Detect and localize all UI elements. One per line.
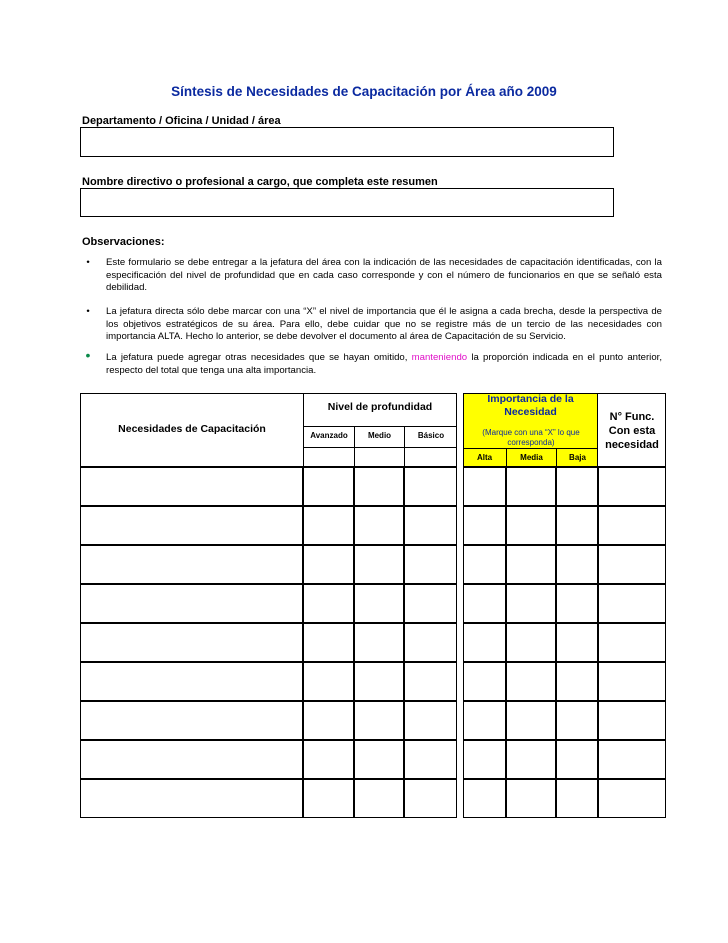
depth-basic-cell[interactable] (404, 662, 457, 701)
func-count-cell[interactable] (598, 467, 666, 506)
depth-medium-cell[interactable] (354, 584, 404, 623)
importance-low-cell[interactable] (556, 662, 598, 701)
importance-medium-cell[interactable] (506, 545, 556, 584)
importance-medium-cell[interactable] (506, 701, 556, 740)
importance-medium-label: Media (520, 453, 543, 462)
importance-medium-cell[interactable] (506, 662, 556, 701)
observation-text: La jefatura directa sólo debe marcar con una “X” el nivel de importancia que él le asigna a cada brecha, desde la perspectiva de los objetivos estratégicos de su área. Para ello, debe cuidar que no se registre más de un tercio de las necesidades con importancia ALTA. Hecho lo anterior, se debe devolver el documento al área de Capacitación de su Servicio. (106, 306, 662, 342)
department-label: Departamento / Oficina / Unidad / área (82, 115, 281, 127)
row-divider (303, 426, 457, 427)
func-count-cell[interactable] (598, 779, 666, 818)
depth-medium-cell[interactable] (354, 701, 404, 740)
director-label: Nombre directivo o profesional a cargo, que completa este resumen (82, 176, 438, 188)
depth-medium-cell[interactable] (354, 779, 404, 818)
depth-advanced-cell[interactable] (303, 545, 354, 584)
needs-header: Necesidades de Capacitación (118, 423, 266, 435)
observation-item (82, 257, 662, 297)
importance-medium-cell[interactable] (506, 506, 556, 545)
depth-basic-cell[interactable] (404, 623, 457, 662)
func-count-cell[interactable] (598, 701, 666, 740)
importance-low-cell[interactable] (556, 701, 598, 740)
depth-basic-label: Básico (417, 431, 445, 440)
importance-note: (Marque con una “X” lo que corresponda) (482, 428, 580, 447)
depth-advanced-cell[interactable] (303, 506, 354, 545)
func-count-cell[interactable] (598, 662, 666, 701)
observation-item (82, 347, 662, 380)
depth-advanced-cell[interactable] (303, 662, 354, 701)
depth-basic-cell[interactable] (404, 701, 457, 740)
need-description-cell[interactable] (80, 506, 303, 545)
importance-low-cell[interactable] (556, 740, 598, 779)
importance-high-cell[interactable] (463, 623, 506, 662)
depth-header: Nivel de profundidad (327, 401, 433, 413)
importance-medium-cell[interactable] (506, 740, 556, 779)
depth-advanced-cell[interactable] (303, 623, 354, 662)
need-description-cell[interactable] (80, 623, 303, 662)
bullet-icon: • (86, 306, 90, 317)
importance-high-cell[interactable] (463, 545, 506, 584)
importance-high-cell[interactable] (463, 701, 506, 740)
importance-low-cell[interactable] (556, 506, 598, 545)
depth-advanced-cell[interactable] (303, 467, 354, 506)
importance-high-cell[interactable] (463, 584, 506, 623)
func-count-cell[interactable] (598, 623, 666, 662)
need-description-cell[interactable] (80, 779, 303, 818)
highlighted-word: manteniendo (411, 352, 468, 363)
func-count-cell[interactable] (598, 506, 666, 545)
depth-basic-cell[interactable] (404, 740, 457, 779)
importance-low-cell[interactable] (556, 584, 598, 623)
director-field[interactable] (80, 188, 614, 217)
importance-header: Importancia de la Necesidad (487, 393, 574, 418)
page-title: Síntesis de Necesidades de Capacitación por Área año 2009 (171, 84, 557, 99)
func-count-cell[interactable] (598, 584, 666, 623)
importance-high-label: Alta (476, 453, 493, 462)
depth-advanced-cell[interactable] (303, 584, 354, 623)
importance-high-cell[interactable] (463, 779, 506, 818)
importance-high-cell[interactable] (463, 506, 506, 545)
bullet-icon: • (86, 257, 90, 268)
importance-low-label: Baja (569, 453, 586, 462)
func-count-cell[interactable] (598, 740, 666, 779)
depth-basic-cell[interactable] (404, 779, 457, 818)
observation-text-end: la proporción indicada en el punto anterior, respecto del total que tenga una alta importancia. (106, 352, 662, 376)
depth-medium-cell[interactable] (354, 506, 404, 545)
importance-medium-cell[interactable] (506, 779, 556, 818)
depth-medium-cell[interactable] (354, 467, 404, 506)
depth-advanced-cell[interactable] (303, 701, 354, 740)
depth-advanced-cell[interactable] (303, 740, 354, 779)
count-header: N° Func. Con esta necesidad (605, 411, 659, 451)
row-divider (463, 448, 598, 449)
depth-advanced-cell[interactable] (303, 779, 354, 818)
depth-basic-cell[interactable] (404, 584, 457, 623)
importance-low-cell[interactable] (556, 623, 598, 662)
depth-medium-cell[interactable] (354, 662, 404, 701)
need-description-cell[interactable] (80, 701, 303, 740)
depth-medium-cell[interactable] (354, 740, 404, 779)
need-description-cell[interactable] (80, 662, 303, 701)
importance-low-cell[interactable] (556, 467, 598, 506)
observation-text: Este formulario se debe entregar a la jefatura del área con la indicación de las necesidades de capacitación identificadas, con la especificación del nivel de profundidad que en cada caso corresponde y con el número de funcionarios en que se señaló esta debilidad. (106, 257, 662, 293)
observations-heading: Observaciones: (82, 236, 165, 248)
department-field[interactable] (80, 127, 614, 157)
importance-medium-cell[interactable] (506, 467, 556, 506)
depth-medium-label: Medio (367, 431, 392, 440)
row-divider (303, 447, 457, 448)
depth-medium-cell[interactable] (354, 623, 404, 662)
depth-medium-cell[interactable] (354, 545, 404, 584)
depth-basic-cell[interactable] (404, 467, 457, 506)
depth-basic-cell[interactable] (404, 545, 457, 584)
depth-basic-cell[interactable] (404, 506, 457, 545)
importance-medium-cell[interactable] (506, 623, 556, 662)
need-description-cell[interactable] (80, 467, 303, 506)
observation-text (106, 352, 662, 377)
importance-high-cell[interactable] (463, 467, 506, 506)
observation-text-start: La jefatura puede agregar otras necesidades que se hayan omitido, (106, 352, 408, 363)
importance-high-cell[interactable] (463, 740, 506, 779)
importance-medium-cell[interactable] (506, 584, 556, 623)
importance-high-cell[interactable] (463, 662, 506, 701)
bullet-icon: • (85, 347, 91, 363)
func-count-cell[interactable] (598, 545, 666, 584)
need-description-cell[interactable] (80, 740, 303, 779)
importance-low-cell[interactable] (556, 545, 598, 584)
need-description-cell[interactable] (80, 545, 303, 584)
observation-item (82, 306, 662, 346)
need-description-cell[interactable] (80, 584, 303, 623)
depth-advanced-label: Avanzado (310, 431, 348, 440)
importance-low-cell[interactable] (556, 779, 598, 818)
